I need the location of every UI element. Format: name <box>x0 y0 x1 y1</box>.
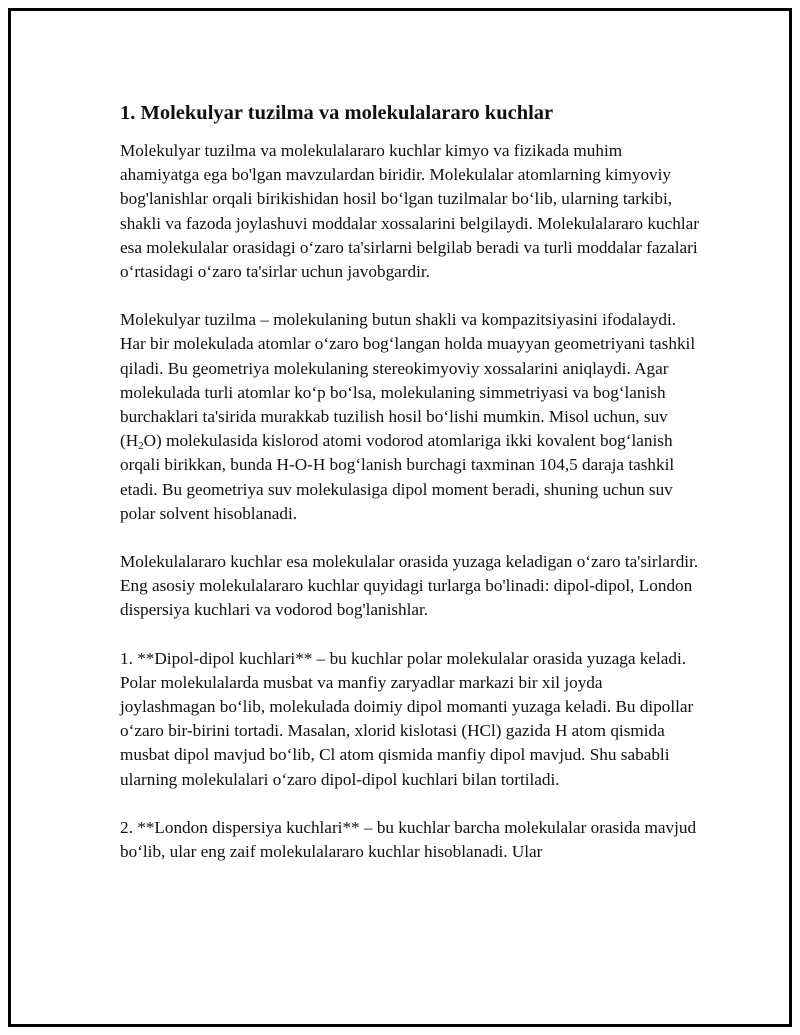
subscript: 2 <box>138 440 144 453</box>
paragraph-dipole-dipole: 1. **Dipol-dipol kuchlari** – bu kuchlar polar molekulalar orasida yuzaga keladi. Polar molekulalarda musbat va manfiy zaryadlar markazi bir xil joyda joylashmagan bo‘lib, molekulada doimiy dipol momanti yuzaga keladi. Bu dipollar o‘zaro bir-birini tortadi. Masalan, xlorid kislotasi (HCl) gazida H atom qismida musbat dipol mavjud bo‘lib, Cl atom qismida manfiy dipol mavjud. Shu sababli ularning molekulalari o‘zaro dipol-dipol kuchlari bilan tortiladi. <box>120 648 694 789</box>
paragraph-text: O) molekulasida kislorod atomi vodorod atomlariga ikki kovalent bog‘lanish orqali birikkan, bunda H-O-H bog‘lanish burchagi taxminan 104,5 daraja tashkil etadi. Bu geometriya suv molekulasiga dipol moment beradi, shuning uchun suv polar solvent hisoblanadi. <box>120 431 675 523</box>
paragraph-intermolecular-forces: Molekulalararo kuchlar esa molekulalar orasida yuzaga keladigan o‘zaro ta'sirlardir. Eng asosiy molekulalararo kuchlar quyidagi turlarga bo'linadi: dipol-dipol, London dispersiya kuchlari va vodorod bog'lanishlar. <box>120 552 699 620</box>
paragraph-molecular-structure <box>120 308 700 526</box>
paragraph-london-dispersion: 2. **London dispersiya kuchlari** – bu kuchlar barcha molekulalar orasida mavjud bo‘lib, ular eng zaif molekulalararo kuchlar hisoblanadi. Ular <box>120 817 697 862</box>
section-heading: 1. Molekulyar tuzilma va molekulalararo kuchlar <box>120 102 554 124</box>
page-frame <box>8 8 792 1027</box>
paragraph-intro: Molekulyar tuzilma va molekulalararo kuchlar kimyo va fizikada muhim ahamiyatga ega bo'lgan mavzulardan biridir. Molekulalar atomlarning kimyoviy bog'lanishlar orqali birikishidan hosil bo‘lgan tuzilmalar bo‘lib, ularning tarkibi, shakli va fazoda joylashuvi moddalar xossalarini belgilaydi. Molekulalararo kuchlar esa molekulalar orasidagi o‘zaro ta'sirlarni belgilab beradi va turli moddalar fazalari o‘rtasidagi o‘zaro ta'sirlar uchun javobgardir. <box>120 141 699 282</box>
document-body <box>120 99 700 888</box>
paragraph-text: Molekulyar tuzilma – molekulaning butun shakli va kompazitsiyasini ifodalaydi. Har bir molekulada atomlar o‘zaro bog‘langan holda muayyan geometriyani tashkil qiladi. Bu geometriya molekulaning stereokimyoviy xossalarini aniqlaydi. Agar molekulada turli atomlar ko‘p bo‘lsa, molekulaning simmetriyasi va bog‘lanish burchaklari ta'sirida murakkab tuzilish hosil bo‘lishi mumkin. Misol uchun, suv (H <box>120 310 696 451</box>
